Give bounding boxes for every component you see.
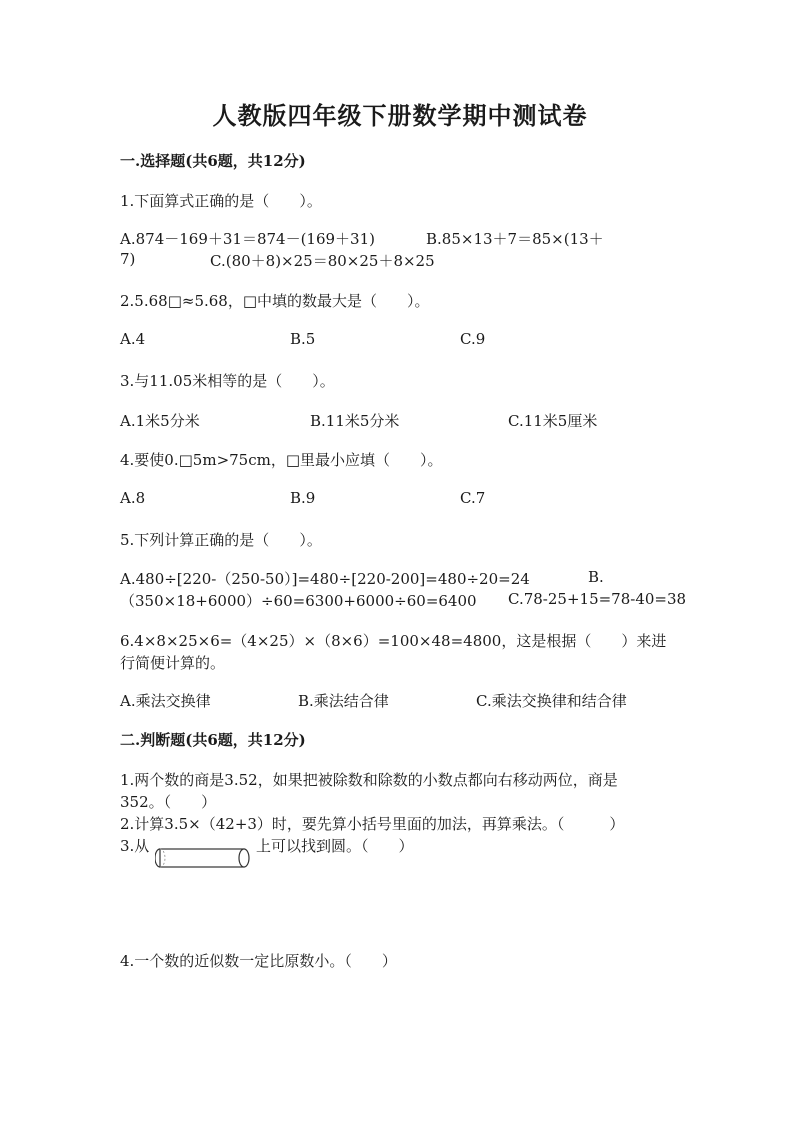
question-6-option-a: A.乘法交换律 [120,692,211,710]
question-1-option-b: B.85×13＋7＝85×(13＋ [426,230,604,248]
question-2-option-a: A.4 [120,330,146,348]
question-4-option-b: B.9 [290,489,316,507]
question-6-stem-line-1: 6.4×8×25×6=（4×25）×（8×6）=100×48=4800，这是根据（ ）来进 [120,632,667,650]
question-5-option-a: A.480÷[220-（250-50）]=480÷[220-200]=480÷20=24 [120,570,530,588]
question-2-stem: 2.5.68□≈5.68，□中填的数最大是（ ）。 [120,292,430,310]
question-6-option-b: B.乘法结合律 [298,692,389,710]
question-4-option-c: C.7 [460,489,486,507]
question-6-option-c: C.乘法交换律和结合律 [476,692,627,710]
question-3-option-a: A.1米5分米 [120,412,200,430]
judge-1-line-1: 1.两个数的商是3.52，如果把被除数和除数的小数点都向右移动两位，商是 [120,771,618,789]
judge-2: 2.计算3.5×（42+3）时，要先算小括号里面的加法，再算乘法。（ ） [120,815,625,833]
question-5-option-c: C.78-25+15=78-40=38 [508,590,687,608]
question-1-option-c: C.(80＋8)×25＝80×25＋8×25 [210,252,435,270]
section-1-heading: 一.选择题(共6题，共12分) [120,152,306,170]
judge-1-line-2: 352。（ ） [120,793,217,811]
judge-3-suffix: 上可以找到圆。（ ） [256,837,414,855]
question-1-stem: 1.下面算式正确的是（ ）。 [120,192,322,210]
judge-3-prefix: 3.从 [120,837,150,855]
question-3-stem: 3.与11.05米相等的是（ ）。 [120,372,335,390]
question-2-option-b: B.5 [290,330,316,348]
question-6-stem-line-2: 行简便计算的。 [120,654,226,672]
question-2-option-c: C.9 [460,330,486,348]
judge-4: 4.一个数的近似数一定比原数小。（ ） [120,952,397,970]
question-1-option-a: A.874－169＋31＝874－(169＋31) [120,230,376,248]
question-4-stem: 4.要使0.□5m>75cm，□里最小应填（ ）。 [120,451,443,469]
question-1-option-b-cont: 7) [120,250,136,268]
question-3-option-c: C.11米5厘米 [508,412,598,430]
page-title: 人教版四年级下册数学期中测试卷 [212,101,588,130]
cylinder-figure [155,848,251,868]
question-5-option-b-label: B. [588,568,604,586]
section-2-heading: 二.判断题(共6题，共12分) [120,731,306,749]
question-5-stem: 5.下列计算正确的是（ ）。 [120,531,322,549]
question-4-option-a: A.8 [120,489,146,507]
question-3-option-b: B.11米5分米 [310,412,400,430]
question-5-option-b: （350×18+6000）÷60=6300+6000÷60=6400 [120,592,477,610]
